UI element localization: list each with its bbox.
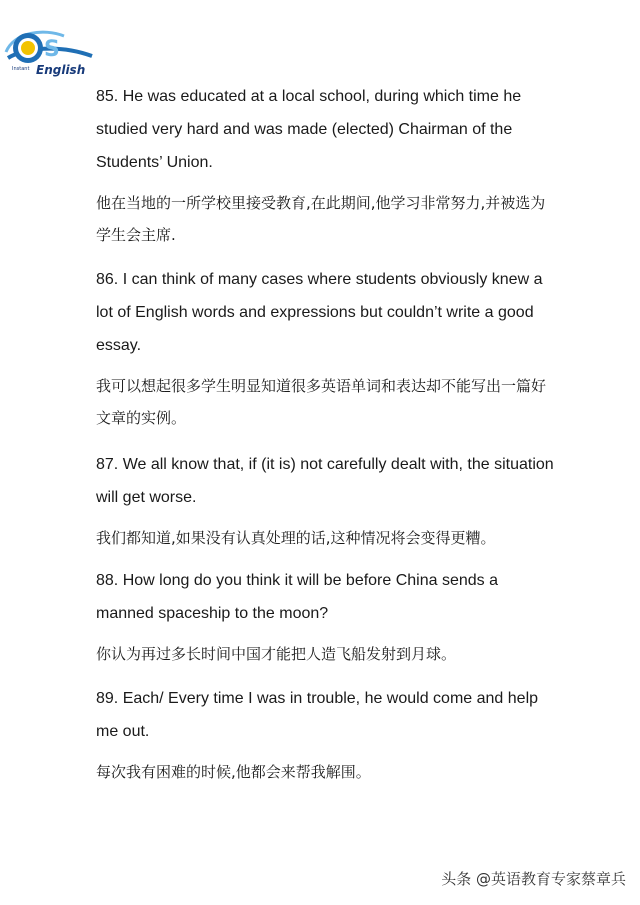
logo-brand-text: English	[36, 63, 86, 77]
chinese-translation: 我可以想起很多学生明显知道很多英语单词和表达却不能写出一篇好文章的实例。	[96, 377, 547, 427]
exercise-88	[96, 564, 556, 670]
logo	[4, 22, 96, 78]
exercise-87	[96, 448, 556, 554]
english-sentence: 85. He was educated at a local school, during which time he studied very hard and was made (elected) Chairman of the Students’ Union.	[96, 88, 522, 171]
chinese-translation: 他在当地的一所学校里接受教育,在此期间,他学习非常努力,并被选为学生会主席.	[96, 194, 546, 244]
logo-graphic	[4, 22, 96, 78]
exercise-85	[96, 80, 556, 251]
watermark: 头条 @英语教育专家蔡章兵	[441, 870, 626, 888]
english-sentence: 86. I can think of many cases where students obviously knew a lot of English words and expressions but couldn’t write a good essay.	[96, 271, 543, 354]
english-sentence: 88. How long do you think it will be before China sends a manned spaceship to the moon?	[96, 572, 499, 622]
english-sentence: 89. Each/ Every time I was in trouble, he would come and help me out.	[96, 690, 539, 740]
svg-text:S: S	[44, 37, 60, 62]
exercise-89	[96, 682, 556, 788]
chinese-translation: 每次我有困难的时候,他都会来帮我解围。	[96, 763, 371, 781]
exercise-86	[96, 263, 556, 434]
english-sentence: 87. We all know that, if (it is) not carefully dealt with, the situation will get worse.	[96, 456, 554, 506]
chinese-translation: 你认为再过多长时间中国才能把人造飞船发射到月球。	[96, 645, 457, 663]
logo-top-text: Instant	[12, 66, 30, 72]
chinese-translation: 我们都知道,如果没有认真处理的话,这种情况将会变得更糟。	[96, 529, 496, 547]
